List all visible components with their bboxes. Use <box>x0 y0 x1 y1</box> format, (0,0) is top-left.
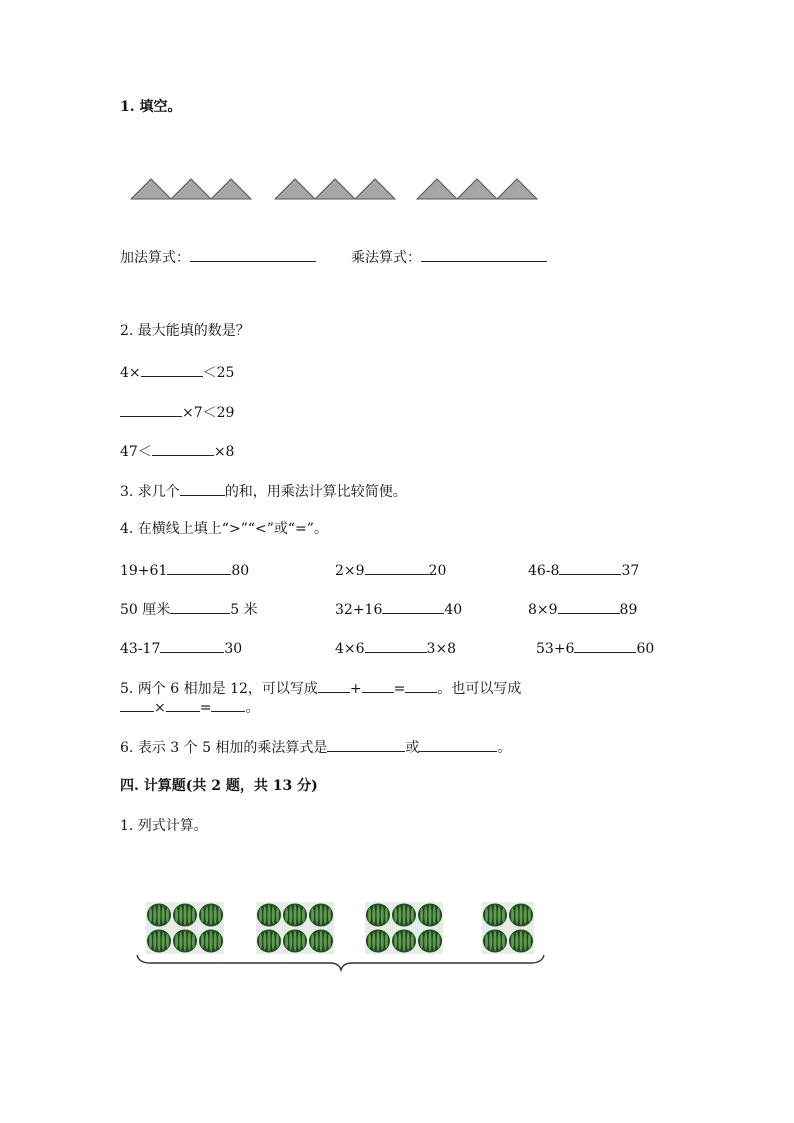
q2-right: ＜25 <box>202 365 235 381</box>
watermelon <box>482 902 508 928</box>
watermelon <box>172 928 198 954</box>
q5-eq: = <box>393 681 406 697</box>
q4-left: 50 厘米 <box>120 602 171 618</box>
watermelon <box>256 928 282 954</box>
q4-left: 53+6 <box>536 641 575 657</box>
watermelon <box>482 928 508 954</box>
q2-left: 4× <box>120 365 141 381</box>
q6-part-a: 6. 表示 3 个 5 相加的乘法算式是 <box>120 740 328 756</box>
q4-left: 43-17 <box>120 641 161 657</box>
watermelon <box>146 902 172 928</box>
q5-end: 。 <box>245 700 260 716</box>
q4-right: 60 <box>636 641 655 657</box>
q2-left: 47＜ <box>120 444 152 460</box>
q4-right: 3×8 <box>426 641 457 657</box>
watermelon <box>508 902 534 928</box>
q4-right: 20 <box>428 563 447 579</box>
watermelon <box>417 902 443 928</box>
q3-part-b: 的和，用乘法计算比较简便。 <box>224 484 407 500</box>
watermelon <box>417 928 443 954</box>
mul-label: 乘法算式： <box>351 250 421 266</box>
q5-plus: + <box>349 681 362 697</box>
watermelon <box>365 928 391 954</box>
q4-left: 4×6 <box>335 641 365 657</box>
section-title: 四. 计算题(共 2 题，共 13 分) <box>120 778 318 794</box>
watermelon <box>256 902 282 928</box>
watermelon <box>172 902 198 928</box>
q4-title: 4. 在横线上填上“>”“<”或“=”。 <box>120 521 328 537</box>
watermelon <box>391 928 417 954</box>
q5-times: × <box>154 700 166 716</box>
q4-left: 2×9 <box>335 563 365 579</box>
q5-part-a: 5. 两个 6 相加是 12，可以写成 <box>120 681 318 697</box>
q4-right: 5 米 <box>230 602 258 618</box>
watermelon <box>308 902 334 928</box>
q4-right: 30 <box>224 641 243 657</box>
q4-right: 40 <box>444 602 463 618</box>
watermelon <box>365 902 391 928</box>
q2-right: ×7＜29 <box>182 405 235 421</box>
q4-left: 19+61 <box>120 563 168 579</box>
q2-right: ×8 <box>213 444 235 460</box>
q4-right: 89 <box>619 602 638 618</box>
q4-right: 37 <box>621 563 640 579</box>
watermelon <box>308 928 334 954</box>
q6-or: 或 <box>405 740 420 756</box>
watermelon <box>146 928 172 954</box>
q4-left: 8×9 <box>528 602 558 618</box>
calc1-title: 1. 列式计算。 <box>120 818 208 834</box>
q1-title: 1. 填空。 <box>120 99 182 115</box>
watermelon <box>391 902 417 928</box>
q5-part-b: 。也可以写成 <box>437 681 522 697</box>
watermelon <box>282 902 308 928</box>
q5-eq: = <box>199 700 212 716</box>
q6-end: 。 <box>497 740 512 756</box>
add-label: 加法算式： <box>120 250 190 266</box>
q3-part-a: 3. 求几个 <box>120 484 180 500</box>
watermelon <box>282 928 308 954</box>
watermelon <box>198 928 224 954</box>
q2-title: 2. 最大能填的数是？ <box>120 323 250 339</box>
q4-left: 46-8 <box>528 563 560 579</box>
watermelon <box>508 928 534 954</box>
curly-brace <box>137 955 544 970</box>
q4-left: 32+16 <box>335 602 383 618</box>
q4-right: 80 <box>231 563 250 579</box>
watermelon <box>198 902 224 928</box>
